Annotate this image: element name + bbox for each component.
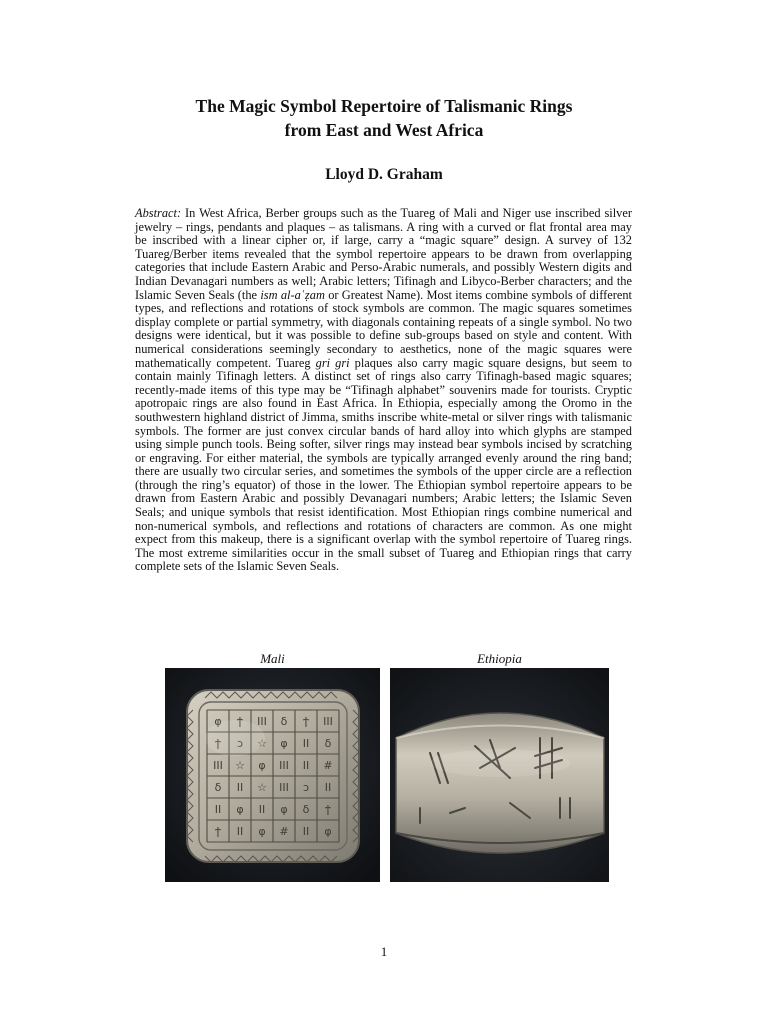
- svg-text:ΙΙΙ: ΙΙΙ: [257, 715, 267, 728]
- mali-ring-photo: [165, 668, 380, 882]
- svg-text:ΙΙΙ: ΙΙΙ: [279, 781, 289, 794]
- svg-text:ΙΙ: ΙΙ: [302, 759, 310, 772]
- figure-label-mali: Mali: [260, 651, 285, 666]
- svg-text:ΙΙΙ: ΙΙΙ: [279, 759, 289, 772]
- svg-text:ΙΙΙ: ΙΙΙ: [323, 715, 333, 728]
- abstract-text-1: In West Africa, Berber groups such as the Tuareg of Mali and Niger use inscribed silver jewelry – rings, pendants and plaques – as talismans. A ring with a curved or flat frontal area may be inscribed with a linear cipher or, if large, carry a “magic square” design. A survey of 132 Tuareg/Berber items revealed that the symbol repertoire appears to be drawn from overlapping categories that include Eastern Arabic and Perso-Arabic numerals, and possibly Western digits and Indian Devanagari numbers as well; Arabic letters; Tifinagh and Libyco-Berber characters; and the Islamic Seven Seals (the: [135, 206, 632, 302]
- svg-text:φ: φ: [214, 715, 222, 728]
- svg-text:φ: φ: [324, 825, 332, 838]
- svg-text:ΙΙ: ΙΙ: [302, 737, 310, 750]
- svg-text:φ: φ: [280, 737, 288, 750]
- abstract-text-2: or Greatest Name). Most items combine symbols of different types, and reflections and rotations of stock symbols are common. The magic squares sometimes display complete or partial symmetry, with diagonals containing repeats of a single symbol. No two designs were identical, but it was possible to define sub-groups based on style and content. With numerical considerations seemingly secondary to aesthetics, none of the magic squares were mathematically competent. Tuareg: [135, 287, 632, 370]
- svg-text:#: #: [323, 759, 333, 772]
- abstract-italic-term-2: gri gri: [315, 355, 350, 370]
- svg-text:ΙΙ: ΙΙ: [214, 803, 222, 816]
- paper-title: [0, 94, 768, 142]
- svg-text:δ: δ: [214, 781, 222, 794]
- svg-text:ↄ: ↄ: [236, 737, 244, 750]
- svg-text:ΙΙ: ΙΙ: [236, 781, 244, 794]
- svg-text:φ: φ: [258, 825, 266, 838]
- title-line-1: The Magic Symbol Repertoire of Talismanic Rings: [195, 96, 573, 116]
- svg-text:ϯ: ϯ: [303, 715, 309, 728]
- author-name: Lloyd D. Graham: [325, 166, 443, 183]
- svg-text:ϯ: ϯ: [237, 715, 243, 728]
- abstract-italic-term-1: ism al-aʿẓam: [260, 287, 325, 302]
- svg-text:ΙΙ: ΙΙ: [324, 781, 332, 794]
- svg-text:ΙΙ: ΙΙ: [302, 825, 310, 838]
- ethiopia-ring-image: [390, 668, 609, 882]
- svg-text:ϯ: ϯ: [325, 803, 331, 816]
- svg-text:ΙΙΙ: ΙΙΙ: [213, 759, 223, 772]
- svg-text:φ: φ: [236, 803, 244, 816]
- svg-text:ϯ: ϯ: [215, 825, 221, 838]
- figure-label-ethiopia: Ethiopia: [477, 651, 522, 666]
- abstract-paragraph: [135, 207, 632, 574]
- svg-text:ΙΙ: ΙΙ: [236, 825, 244, 838]
- svg-text:☆: ☆: [257, 737, 267, 750]
- title-line-2: from East and West Africa: [284, 120, 484, 140]
- svg-text:δ: δ: [302, 803, 310, 816]
- svg-text:#: #: [279, 825, 289, 838]
- mali-ring-image: [165, 668, 380, 882]
- svg-text:ↄ: ↄ: [302, 781, 310, 794]
- page-number: 1: [380, 944, 388, 959]
- abstract-label: Abstract:: [135, 206, 182, 220]
- abstract-block: [135, 207, 632, 574]
- svg-text:☆: ☆: [235, 759, 245, 772]
- svg-text:δ: δ: [324, 737, 332, 750]
- svg-text:☆: ☆: [257, 781, 267, 794]
- svg-text:ΙΙ: ΙΙ: [258, 803, 266, 816]
- svg-text:δ: δ: [280, 715, 288, 728]
- svg-text:ϯ: ϯ: [215, 737, 221, 750]
- svg-text:φ: φ: [258, 759, 266, 772]
- abstract-text-3: plaques also carry magic square designs, but seem to contain mainly Tifinagh letters. A distinct set of rings also carry Tifinagh-based magic squares; recently-made items of this type may be “Tifinagh alphabet” souvenirs made for tourists. Cryptic apotropaic rings are also found in East Africa. In Ethiopia, especially among the Oromo in the southwestern highland district of Jimma, smiths inscribe white-metal or silver rings with talismanic symbols. The former are just convex circular bands of hard alloy into which glyphs are stamped using simple punch tools. Being softer, silver rings may instead bear symbols incised by scratching or engraving. For either material, the symbols are typically arranged evenly around the ring band; there are usually two circular series, and sometimes the symbols of the upper circle are a reflection (through the ring’s equator) of those in the lower. The Ethiopian symbol repertoire appears to be drawn from Eastern Arabic and possibly Devanagari numbers; Arabic letters; the Islamic Seven Seals; and unique symbols that resist identification. Most Ethiopian rings combine numerical and non-numerical symbols, and reflections and rotations of characters are common. As one might expect from this makeup, there is a significant overlap with the symbol repertoire of Tuareg rings. The most extreme similarities occur in the small subset of Tuareg and Ethiopian rings that carry complete sets of the Islamic Seven Seals.: [135, 355, 632, 574]
- ethiopia-ring-photo: [390, 668, 609, 882]
- svg-text:φ: φ: [280, 803, 288, 816]
